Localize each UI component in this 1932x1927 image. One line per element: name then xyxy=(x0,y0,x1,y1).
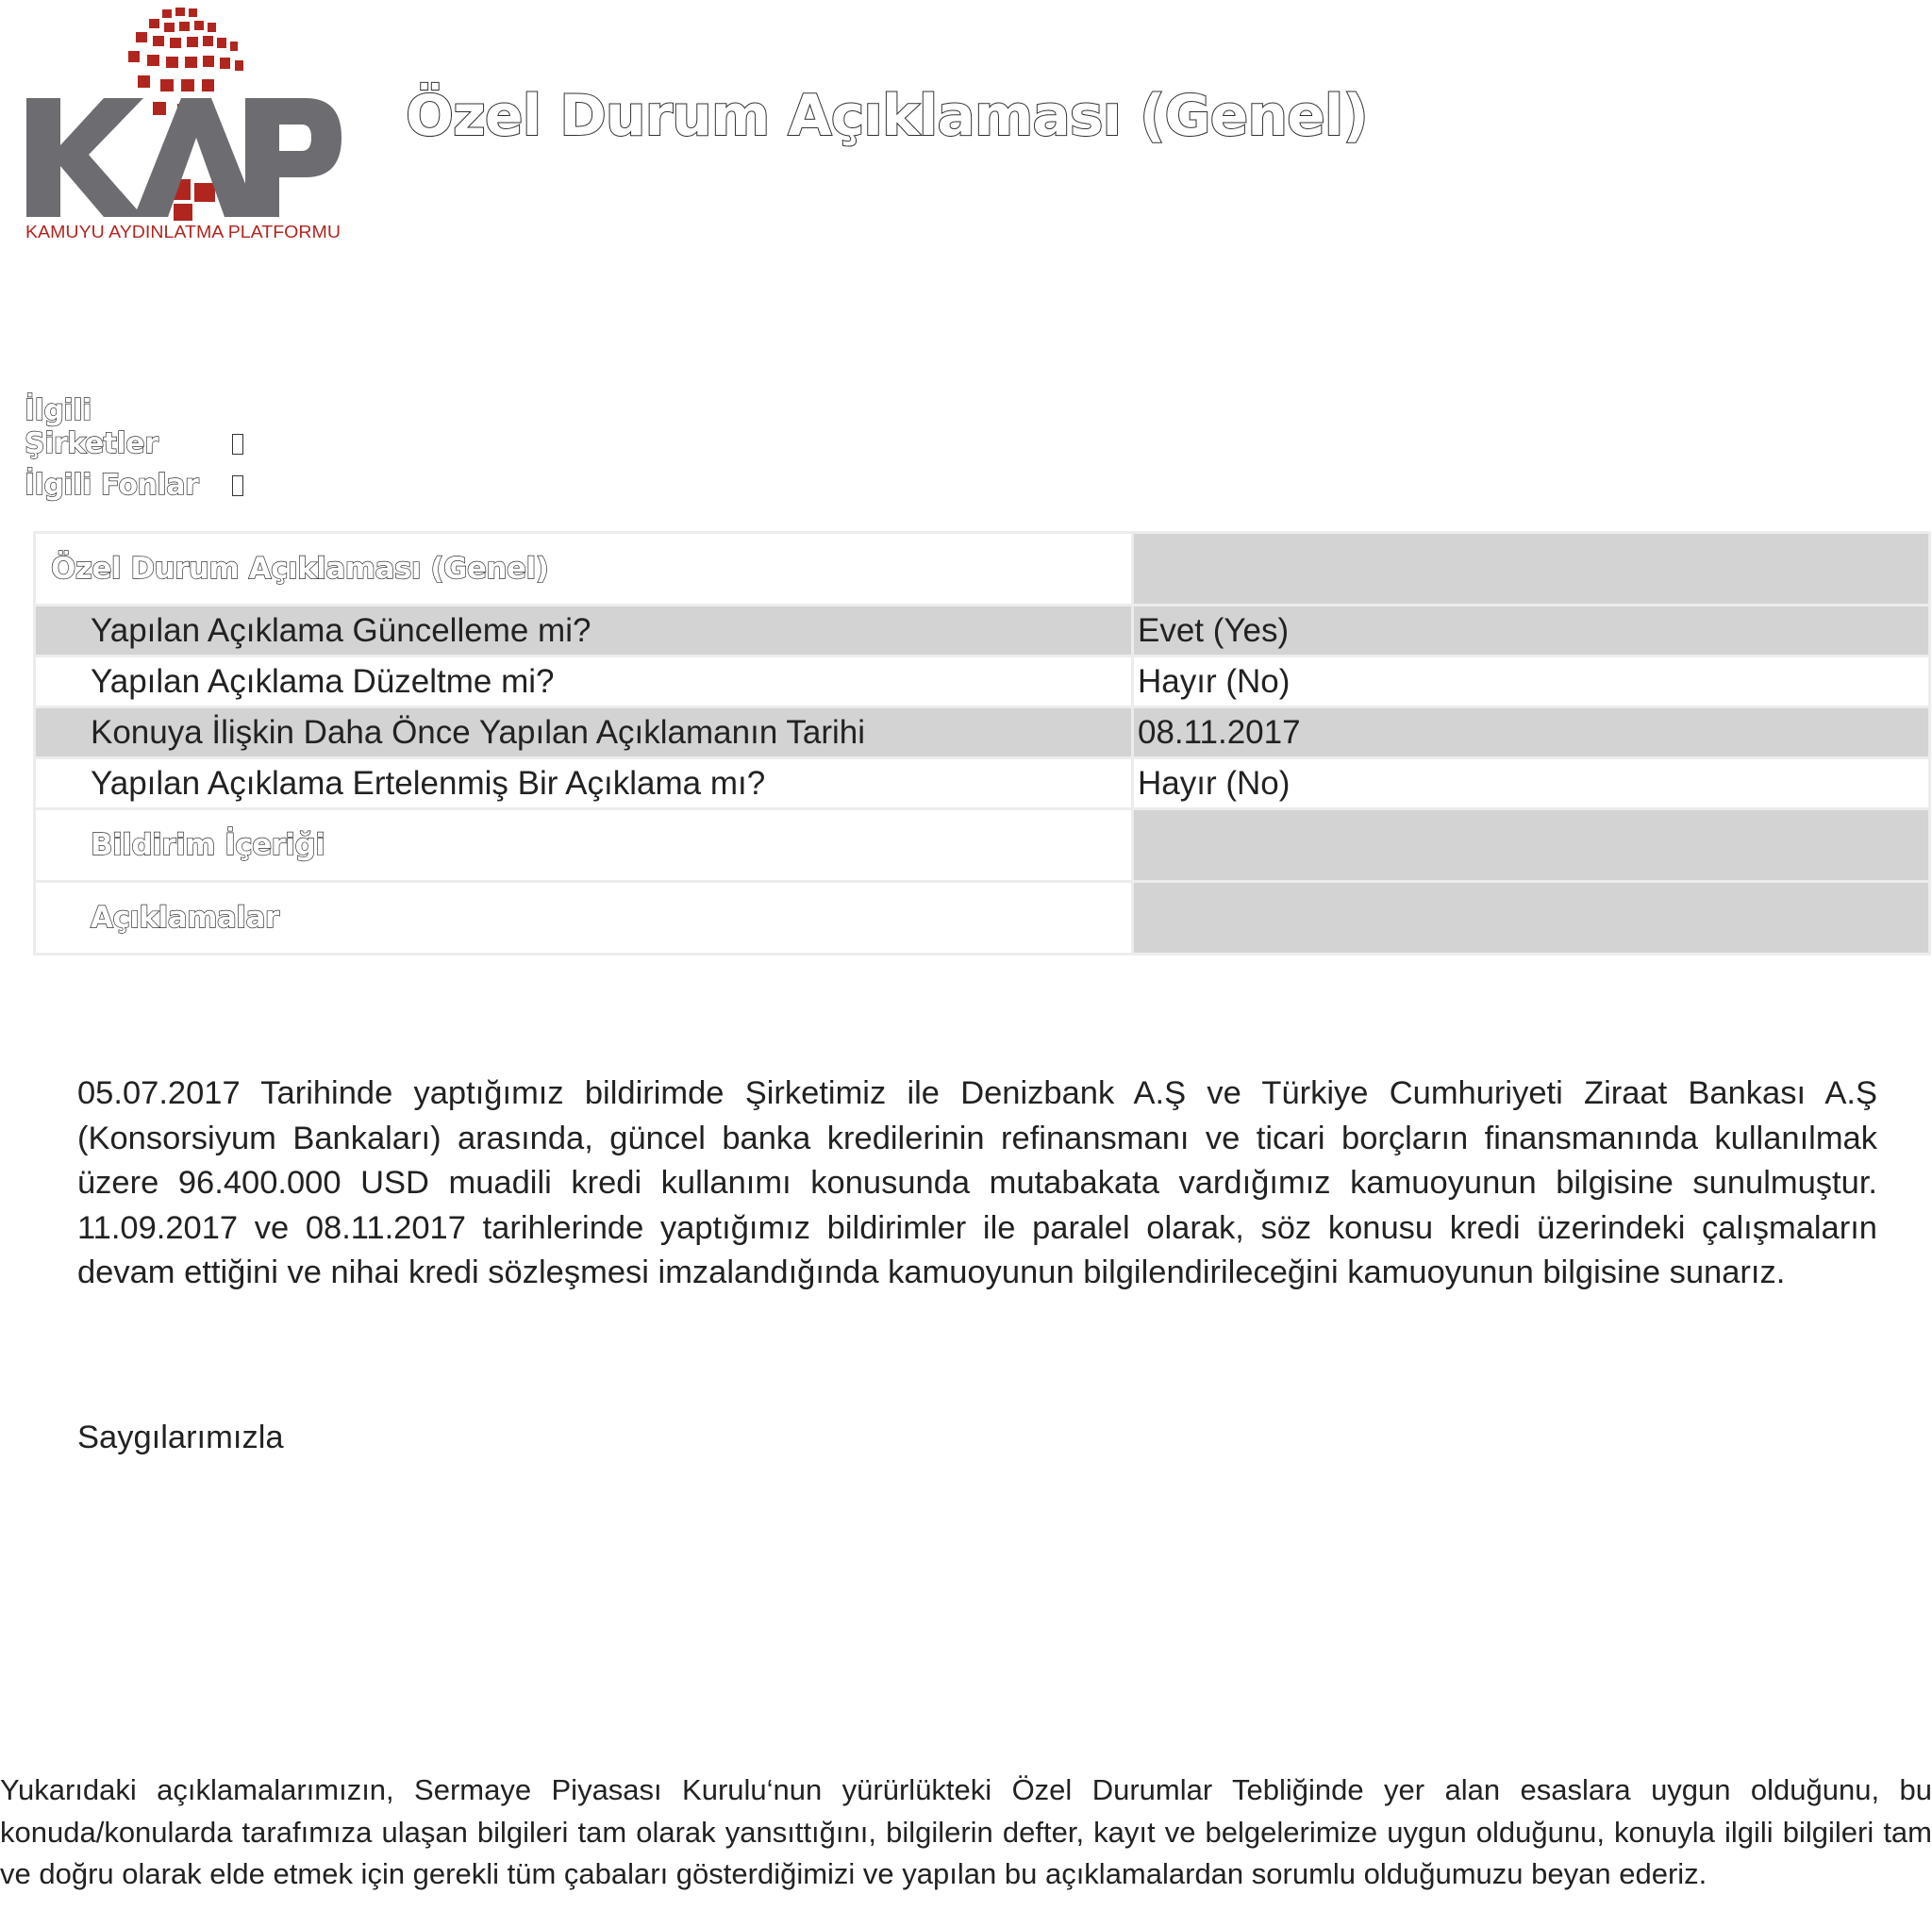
table-row xyxy=(35,707,1930,758)
kap-logo-graphic xyxy=(23,4,343,243)
disclosure-info-table xyxy=(33,531,1931,955)
table-row xyxy=(35,758,1930,809)
related-funds-toggle[interactable] xyxy=(25,469,243,502)
related-funds-label: İlgili Fonlar xyxy=(25,469,199,502)
table-header-value xyxy=(1133,533,1930,606)
legal-disclaimer: Yukarıdaki açıklamalarımızın, Sermaye Piyasası Kurulu‘nun yürürlükteki Özel Durumlar Tebliğinde yer alan esaslara uygun olduğunu, bu konuda/konularda tarafımıza ulaşan bilgileri tam olarak yansıttığını, bilgilerin defter, kayıt ve belgelerimize uygun olduğunu, konuyla ilgili bilgileri tam ve doğru olarak elde etmek için gerekli tüm çabaları gösterdiğimizi ve yapılan bu açıklamalardan sorumlu olduğumuzu beyan ederiz. xyxy=(0,1773,1932,1890)
section-notes-value xyxy=(1133,882,1930,955)
section-content-value xyxy=(1133,809,1930,882)
row-answer: Evet (Yes) xyxy=(1133,606,1930,656)
kap-logo xyxy=(23,4,343,243)
related-companies-toggle[interactable] xyxy=(25,394,243,460)
page-title: Özel Durum Açıklaması (Genel) xyxy=(406,83,1368,149)
disclosure-body: 05.07.2017 Tarihinde yaptığımız bildirimde Şirketimiz ile Denizbank A.Ş ve Türkiye Cumhuriyeti Ziraat Bankası A.Ş (Konsorsiyum Bankaları) arasında, güncel banka kredilerinin refinansmanı ve ticari borçların finansmanında kullanılmak üzere 96.400.000 USD muadili kredi kullanımı konusunda mutabakata vardığımız kamuoyunun bilgisine sunulmuştur. 11.09.2017 ve 08.11.2017 tarihlerinde yaptığımız bildirimler ile paralel olarak, söz konusu kredi üzerindeki çalışmaların devam ettiğini ve nihai kredi sözleşmesi imzalandığında kamuoyunun bilgilendirileceğini kamuoyunun bilgisine sunarız. xyxy=(77,1075,1877,1290)
table-row xyxy=(35,606,1930,656)
row-answer: Hayır (No) xyxy=(1133,656,1930,707)
section-content-heading: Bildirim İçeriği xyxy=(35,809,1133,882)
row-answer: Hayır (No) xyxy=(1133,758,1930,809)
table-header-row xyxy=(35,533,1930,606)
closing-text: Saygılarımızla xyxy=(77,1420,284,1455)
row-answer: 08.11.2017 xyxy=(1133,707,1930,758)
table-title: Özel Durum Açıklaması (Genel) xyxy=(35,533,1133,606)
section-row xyxy=(35,809,1930,882)
row-question: Yapılan Açıklama Güncelleme mi? xyxy=(35,606,1133,656)
row-question: Yapılan Açıklama Ertelenmiş Bir Açıklama mı? xyxy=(35,758,1133,809)
row-question: Yapılan Açıklama Düzeltme mi? xyxy=(35,656,1133,707)
section-row xyxy=(35,882,1930,955)
svg-text:KAMUYU AYDINLATMA PLATFORMU: KAMUYU AYDINLATMA PLATFORMU xyxy=(25,222,341,241)
section-notes-heading: Açıklamalar xyxy=(35,882,1133,955)
expand-icon xyxy=(232,475,243,496)
table-row xyxy=(35,656,1930,707)
expand-icon xyxy=(232,434,243,455)
related-companies-label: İlgili Şirketler xyxy=(25,394,158,460)
row-question: Konuya İlişkin Daha Önce Yapılan Açıklamanın Tarihi xyxy=(35,707,1133,758)
